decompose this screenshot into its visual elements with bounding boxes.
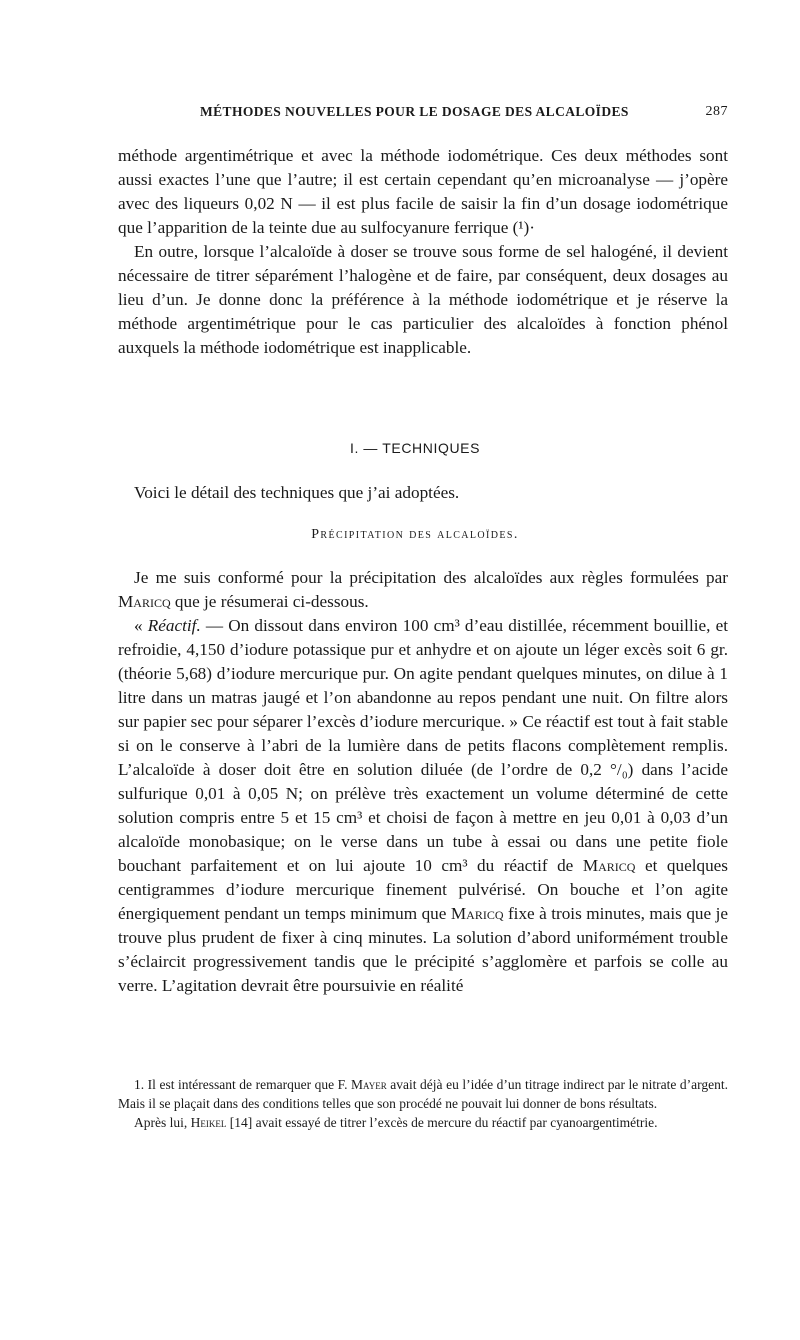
footnote-text: Après lui, bbox=[134, 1115, 191, 1130]
page-header bbox=[118, 104, 728, 126]
footnote-text: [14] avait essayé de titrer l’excès de mercure du réactif par cyanoargentimétrie. bbox=[226, 1115, 658, 1130]
footnote-continuation bbox=[118, 1113, 728, 1132]
footnote-text: 1. Il est intéressant de remarquer que F. bbox=[134, 1077, 352, 1092]
footnotes bbox=[118, 1075, 728, 1132]
author-name: Mayer bbox=[351, 1077, 387, 1092]
section-title: I. — TECHNIQUES bbox=[349, 440, 481, 456]
text-segment: et quelques centigrammes d’iodure mercurique finement pulvérisé. On bouche et l’on agite énergiquement pendant un temps minimum que bbox=[118, 856, 728, 923]
reagent-label: Réactif. bbox=[147, 616, 201, 635]
paragraph-conformity bbox=[118, 566, 728, 614]
text-segment: — On dissout dans environ 100 cm³ d’eau distillée, récemment bouillie, et refroidie, 4,150 d’iodure potassique pur et anhydre et on ajoute un léger excès soit 6 gr. (théorie 5,68) d’iodure mercurique pur. On agite pendant quelques minutes, on dilue à 1 litre dans un matras jaugé et l’on abandonne au repos pendant une nuit. On filtre alors sur papier sec pour séparer l’excès d’iodure mercurique. » Ce réactif est tout à fait stable si on le conserve à l’abri de la lumière dans de petits flacons complètement remplis. L’alcaloïde à doser doit être en solution diluée (de l’ordre de 0,2 °/₀) dans l’acide sulfurique 0,01 à 0,05 N; on prélève très exactement un volume déterminé de cette solution compris entre 5 et 15 cm³ et choisi de façon à mettre en jeu 0,01 à 0,03 d’un alcaloïde monobasique; on le verse dans un tube à essai ou dans une petite fiole bouchant parfaitement et on lui ajoute 10 cm³ du réactif de bbox=[118, 616, 729, 875]
author-name: Maricq bbox=[118, 592, 171, 611]
paragraph-continuation: méthode argentimétrique et avec la méthode iodométrique. Ces deux méthodes sont aussi exactes l’une que l’autre; il est certain cependant qu’en microanalyse — j’opère avec des liqueurs 0,02 N — il est plus facile de saisir la fin d’un dosage iodométrique que l’apparition de la teinte due au sulfocyanure ferrique (¹)· bbox=[118, 146, 728, 237]
author-name: Heikel bbox=[190, 1115, 227, 1130]
subsection-title: Précipitation des alcaloïdes. bbox=[311, 527, 519, 542]
running-title: MÉTHODES NOUVELLES POUR LE DOSAGE DES ALCALOÏDES bbox=[200, 104, 629, 119]
text-segment: que je résumerai ci-dessous. bbox=[170, 592, 369, 611]
open-quote: « bbox=[134, 616, 148, 635]
text-segment: Je me suis conformé pour la précipitation des alcaloïdes aux règles formulées par bbox=[134, 568, 728, 587]
author-name: Maricq bbox=[582, 856, 636, 875]
footnote-1 bbox=[118, 1075, 728, 1113]
intro-line: Voici le détail des techniques que j’ai adoptées. bbox=[134, 483, 460, 502]
page-number: 287 bbox=[705, 104, 728, 119]
intro-block bbox=[118, 481, 728, 505]
opening-paragraphs bbox=[118, 144, 728, 360]
precipitation-text bbox=[118, 566, 728, 998]
paragraph-halogene: En outre, lorsque l’alcaloïde à doser se trouve sous forme de sel halogéné, il devient nécessaire de titrer séparément l’halogène et de faire, par conséquent, deux dosages au lieu d’un. Je donne donc la préférence à la méthode iodométrique et je réserve la méthode argentimétrique pour le cas particulier des alcaloïdes à fonction phénol auxquels la méthode iodométrique est inapplicable. bbox=[118, 242, 728, 357]
text-segment: fixe à trois minutes, mais que je trouve plus prudent de fixer à cinq minutes. La solution d’abord uniformément trouble s’éclaircit progressivement tandis que le précipité s’agglomère et parfois se colle au verre. L’agitation devrait être poursuivie en réalité bbox=[118, 904, 728, 995]
author-name: Maricq bbox=[450, 904, 504, 923]
footnote-text: avait déjà eu l’idée d’un titrage indirect par le nitrate d’argent. Mais il se plaçait dans des conditions telles que son procédé ne pouvait lui donner de bons résultats. bbox=[118, 1077, 728, 1111]
paragraph-reagent bbox=[118, 614, 728, 998]
